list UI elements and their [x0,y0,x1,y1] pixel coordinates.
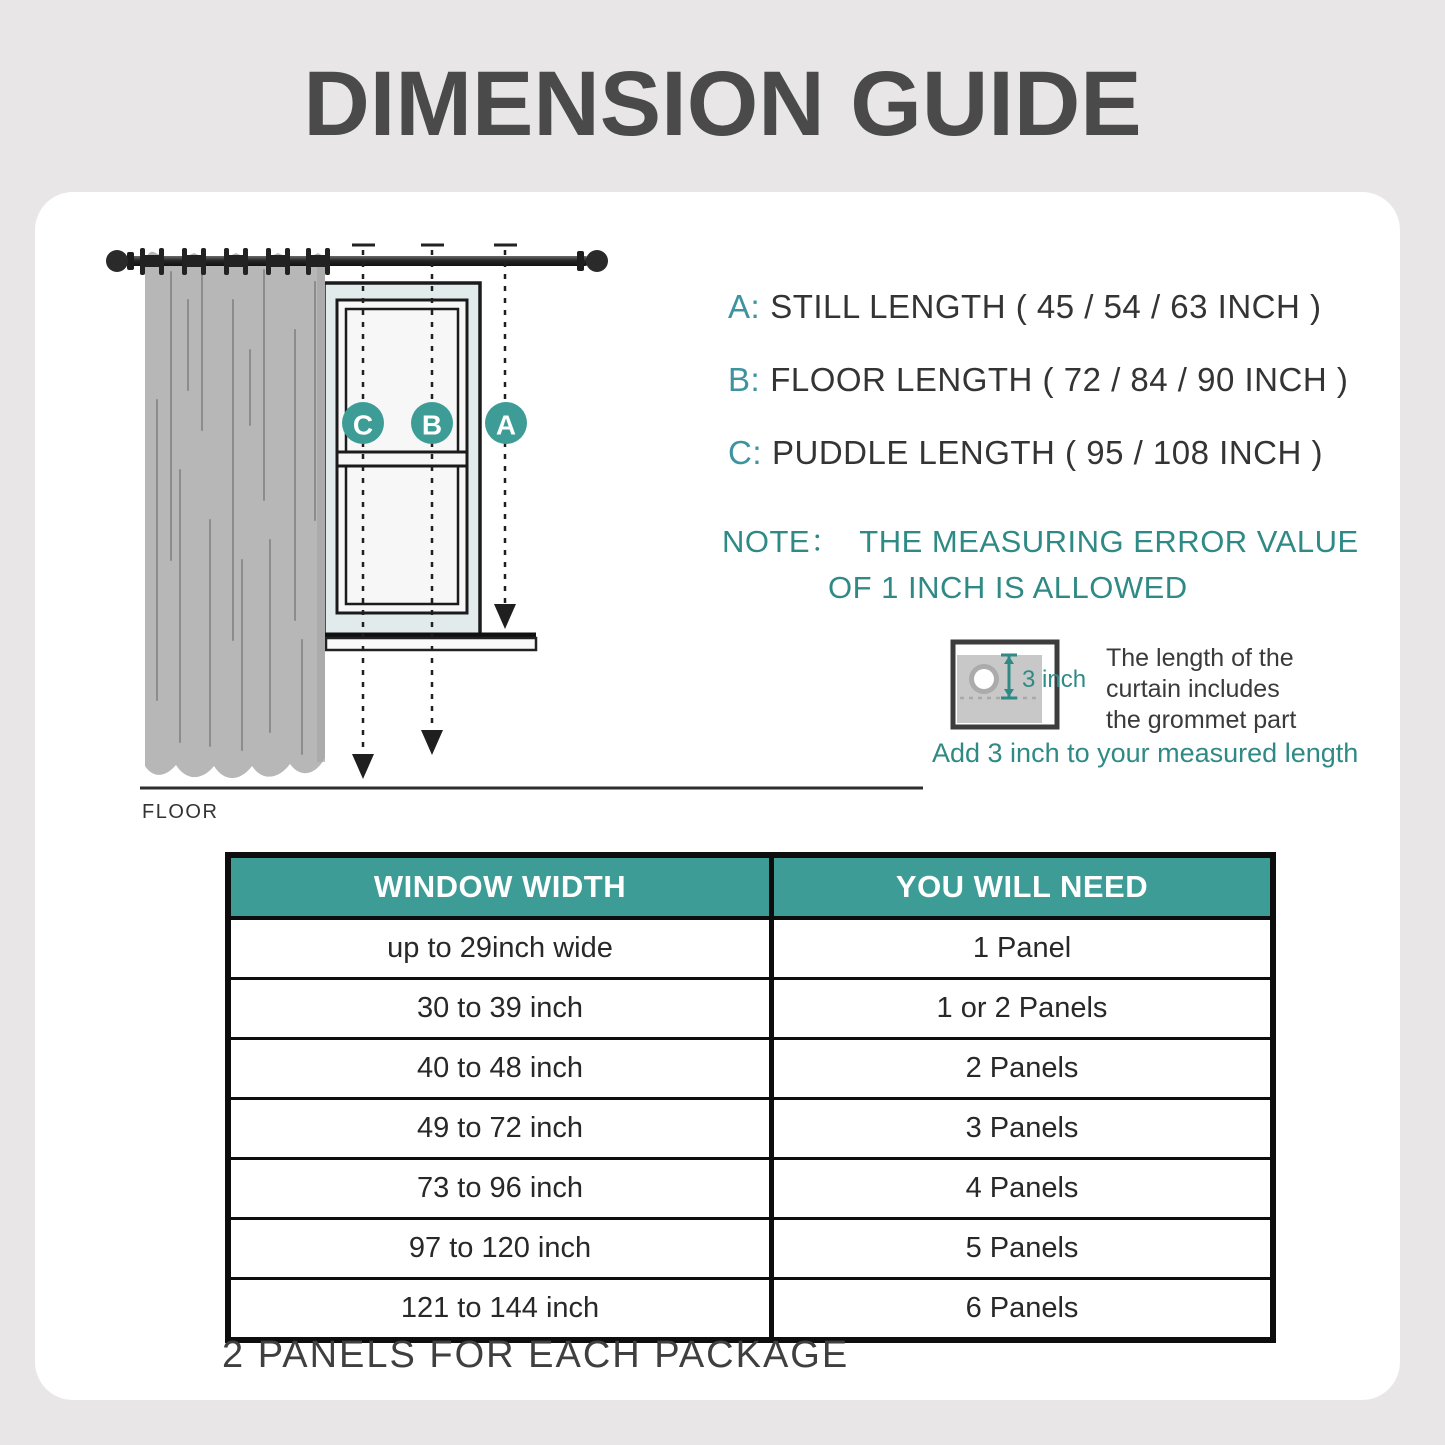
package-note: 2 PANELS FOR EACH PACKAGE [222,1334,850,1376]
floor-label: FLOOR [142,801,219,823]
table-row [228,1219,1273,1279]
length-c-text: PUDDLE LENGTH ( 95 / 108 INCH ) [772,434,1323,471]
length-b [728,361,1348,399]
length-a-prefix: A: [728,288,761,325]
cell-width-1: 30 to 39 inch [228,979,772,1039]
table-row [228,1279,1273,1341]
table-row [228,1039,1273,1099]
cell-need-6: 6 Panels [772,1279,1274,1341]
grommet-desc-line-3: the grommet part [1106,706,1297,734]
length-c-prefix: C: [728,434,762,471]
header-window-width: WINDOW WIDTH [228,855,772,918]
table-header-row [228,855,1273,918]
rod-finial-left [106,250,128,272]
badge-b-label: B [421,409,443,441]
cell-need-2: 2 Panels [772,1039,1274,1099]
rod-finial-right [586,250,608,272]
cell-width-6: 121 to 144 inch [228,1279,772,1341]
window-sash-rail [337,452,467,466]
length-b-text: FLOOR LENGTH ( 72 / 84 / 90 INCH ) [770,361,1349,398]
length-a-text: STILL LENGTH ( 45 / 54 / 63 INCH ) [770,288,1322,325]
panel-count-table [225,852,1276,1343]
length-c [728,434,1323,472]
note-line-1: NOTE： THE MEASURING ERROR VALUE [722,524,1359,559]
cell-width-2: 40 to 48 inch [228,1039,772,1099]
cell-width-3: 49 to 72 inch [228,1099,772,1159]
badge-c-label: C [352,409,374,441]
cell-width-4: 73 to 96 inch [228,1159,772,1219]
badge-a-label: A [495,409,517,441]
cell-need-3: 3 Panels [772,1099,1274,1159]
cell-width-0: up to 29inch wide [228,918,772,979]
cell-need-4: 4 Panels [772,1159,1274,1219]
grommet-measure-label: 3 inch [1022,666,1087,693]
curtain-illustration [145,252,325,778]
grommet-description [1106,643,1296,736]
table-row [228,979,1273,1039]
length-a [728,288,1321,326]
header-you-will-need: YOU WILL NEED [772,855,1274,918]
length-b-prefix: B: [728,361,761,398]
cell-need-0: 1 Panel [772,918,1274,979]
cell-need-5: 5 Panels [772,1219,1274,1279]
table-row [228,1159,1273,1219]
cell-width-5: 97 to 120 inch [228,1219,772,1279]
table-row [228,1099,1273,1159]
grommet-detail-diagram [940,632,1100,742]
grommet-desc-line-1: The length of the [1106,644,1294,672]
grommet-desc-line-2: curtain includes [1106,675,1280,703]
cell-need-1: 1 or 2 Panels [772,979,1274,1039]
table-row [228,918,1273,979]
grommet-tip: Add 3 inch to your measured length [932,738,1359,768]
page-title: DIMENSION GUIDE [303,53,1142,155]
note-line-2: OF 1 INCH IS ALLOWED [828,570,1188,605]
measure-badges [342,402,527,444]
